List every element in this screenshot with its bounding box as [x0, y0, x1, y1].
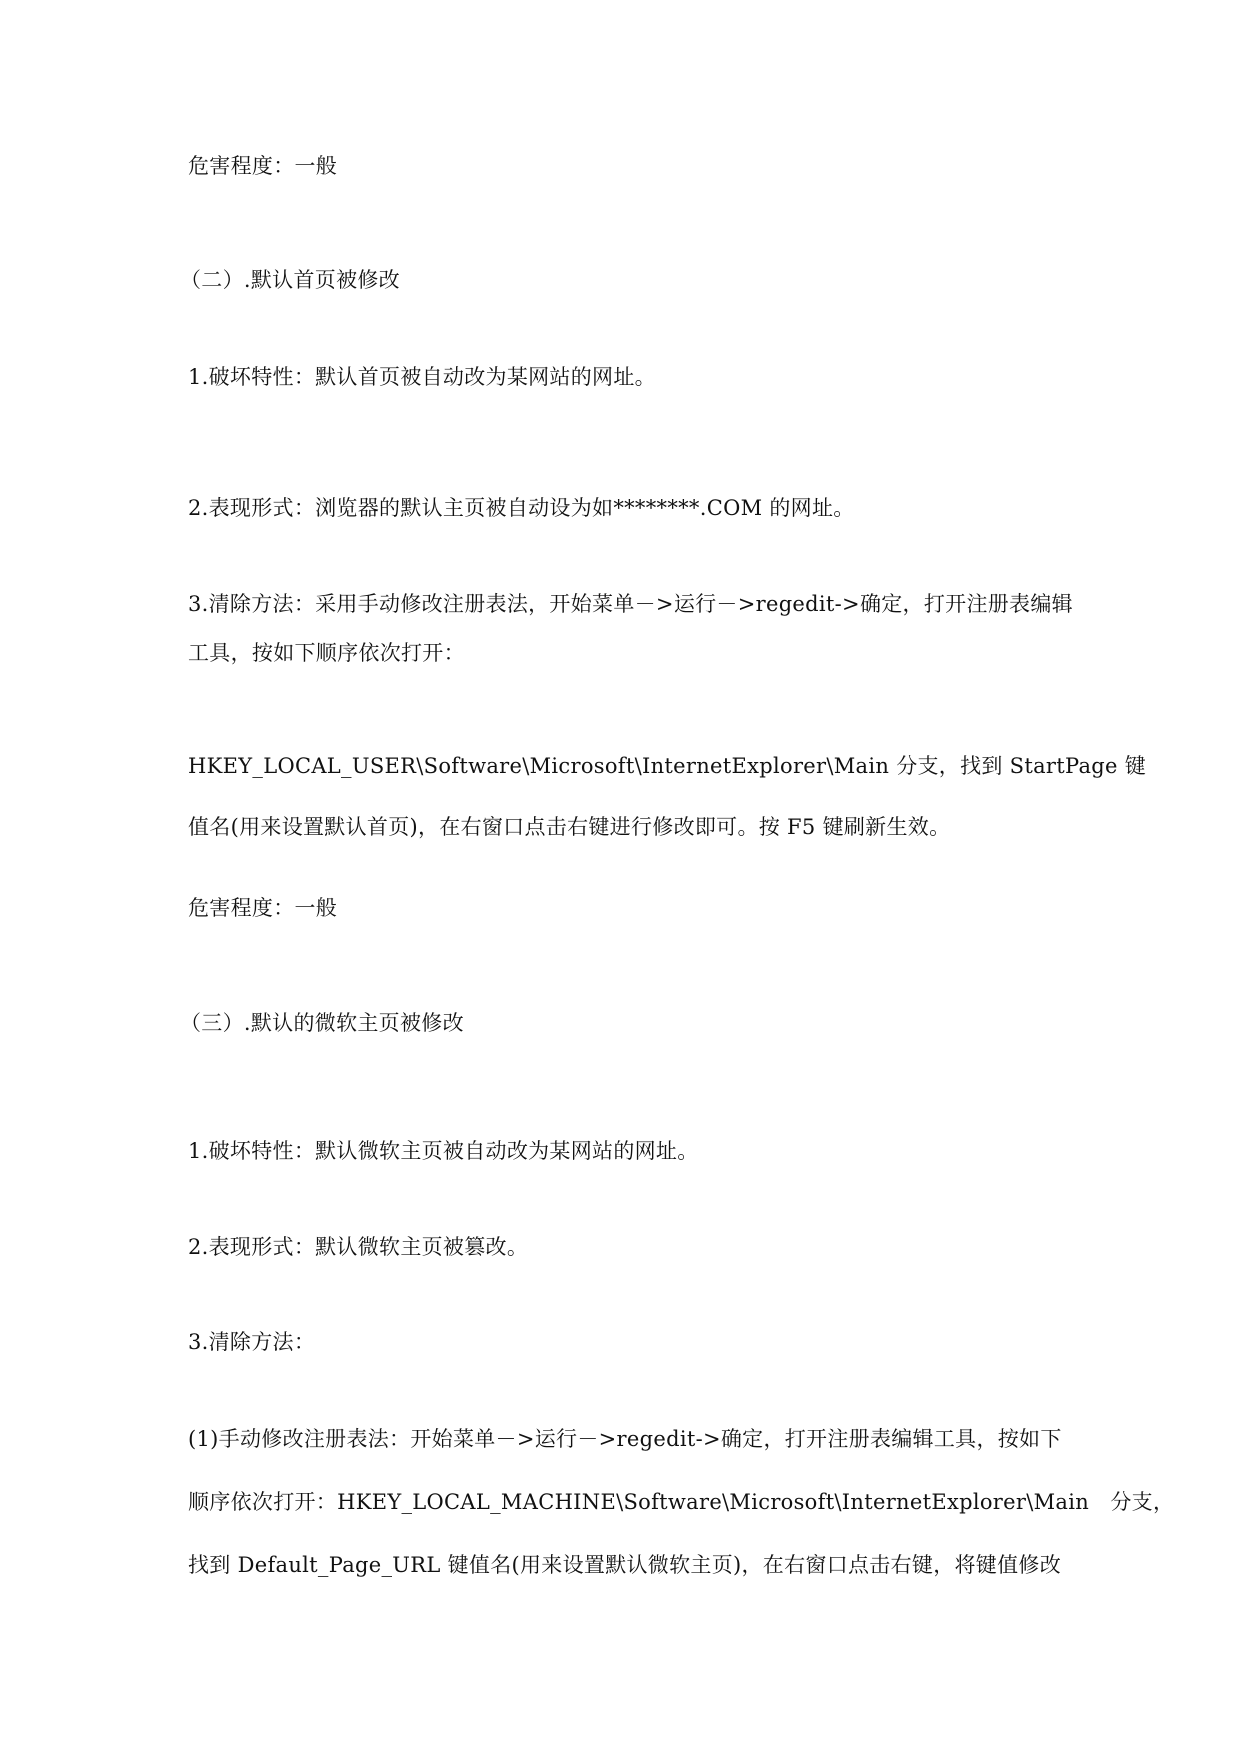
manual-method-line-2: 顺序依次打开：HKEY_LOCAL_MACHINE\Software\Microsoft\InternetExplorer\Main 分支，	[188, 1490, 1175, 1514]
harm-level-1: 危害程度：一般	[188, 154, 338, 178]
section-3-item-1: 1.破坏特性：默认微软主页被自动改为某网站的网址。	[188, 1139, 699, 1163]
registry-path-line-2: 值名(用来设置默认首页)，在右窗口点击右键进行修改即可。按 F5 键刷新生效。	[188, 815, 951, 839]
section-2-item-1: 1.破坏特性：默认首页被自动改为某网站的网址。	[188, 365, 656, 389]
section-2-heading: （二）.默认首页被修改	[180, 268, 400, 292]
harm-level-2: 危害程度：一般	[188, 896, 338, 920]
section-3-heading: （三）.默认的微软主页被修改	[180, 1011, 464, 1035]
section-2-item-3-line-2: 工具，按如下顺序依次打开：	[188, 641, 465, 665]
manual-method-line-1: (1)手动修改注册表法：开始菜单－>运行－>regedit->确定，打开注册表编辑工具，按如下	[188, 1427, 1062, 1451]
section-3-item-2: 2.表现形式：默认微软主页被篡改。	[188, 1235, 529, 1259]
manual-method-line-3: 找到 Default_Page_URL 键值名(用来设置默认微软主页)，在右窗口点击右键，将键值修改	[188, 1553, 1062, 1577]
section-2-item-2: 2.表现形式：浏览器的默认主页被自动设为如********.COM 的网址。	[188, 496, 855, 520]
section-3-item-3: 3.清除方法：	[188, 1330, 316, 1354]
registry-path-line-1: HKEY_LOCAL_USER\Software\Microsoft\InternetExplorer\Main 分支，找到 StartPage 键	[188, 754, 1147, 778]
section-2-item-3-line-1: 3.清除方法：采用手动修改注册表法，开始菜单－>运行－>regedit->确定，打开注册表编辑	[188, 592, 1073, 616]
